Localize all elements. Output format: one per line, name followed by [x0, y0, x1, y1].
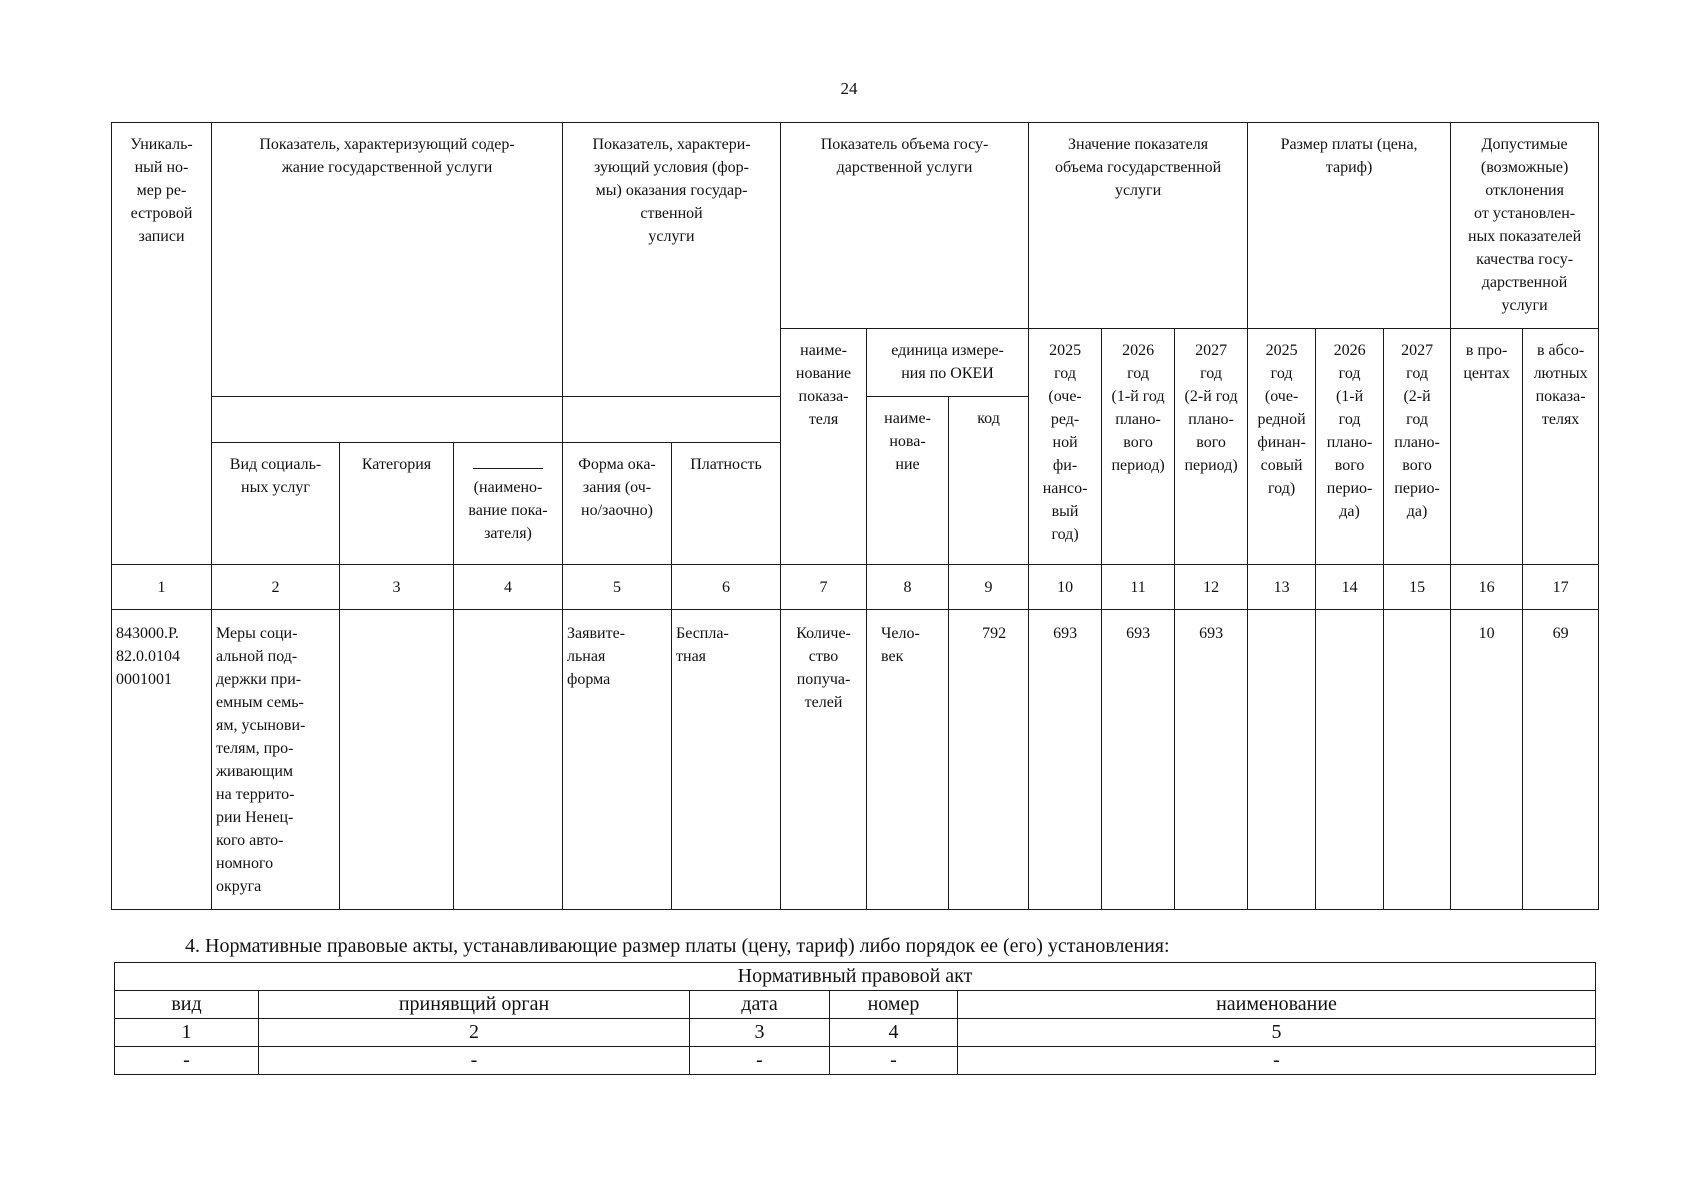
column-number-17: 17 [1523, 565, 1599, 610]
column-number-8: 8 [867, 565, 949, 610]
cell-fee-2025 [1248, 610, 1316, 910]
acts-col-value-1: - [115, 1047, 259, 1075]
cell-blank [454, 610, 563, 910]
cell-payment: Беспла- тная [672, 610, 781, 910]
acts-col-number-5: 5 [958, 1019, 1596, 1047]
cell-unit-name: Чело- век [867, 610, 949, 910]
column-number-7: 7 [781, 565, 867, 610]
column-number-10: 10 [1029, 565, 1102, 610]
acts-col-header-3: дата [690, 991, 830, 1019]
column-number-12: 12 [1175, 565, 1248, 610]
acts-col-number-4: 4 [830, 1019, 958, 1047]
header-service-type: Вид социаль- ных услуг [212, 443, 340, 565]
cell-category [340, 610, 454, 910]
header-indicator-name: наиме- нование показа- теля [781, 329, 867, 565]
cell-fee-2026 [1316, 610, 1384, 910]
acts-value-row [115, 1047, 1596, 1075]
header-okei-unit: единица измере- ния по ОКЕИ [867, 329, 1029, 397]
cell-deviation-absolute: 69 [1523, 610, 1599, 910]
page-number: 24 [840, 79, 858, 98]
acts-number-row [115, 1019, 1596, 1047]
header-okei-code: код [949, 397, 1029, 565]
column-numbers-row [112, 565, 1599, 610]
cell-volume-2025: 693 [1029, 610, 1102, 910]
column-number-9: 9 [949, 565, 1029, 610]
cell-form: Заявите- льная форма [563, 610, 672, 910]
header-conditions-indicator: Показатель, характери- зующий условия (фор- мы) оказания государ- ственной услуги [563, 123, 781, 397]
header-volume-2026: 2026 год (1-й год плано- вого период) [1102, 329, 1175, 565]
cell-indicator-name: Количе- ство попуча- телей [781, 610, 867, 910]
cell-deviation-percent: 10 [1451, 610, 1523, 910]
header-form: Форма ока- зания (оч- но/заочно) [563, 443, 672, 565]
section4-title: 4. Нормативные правовые акты, устанавливающие размер платы (цену, тариф) либо порядок ее (его) установления: [185, 935, 1170, 957]
header-fee-2027: 2027 год (2-й год плано- вого перио- да) [1384, 329, 1451, 565]
table-row [112, 610, 1599, 910]
header-conditions-spacer [563, 397, 781, 443]
acts-col-value-2: - [259, 1047, 690, 1075]
acts-col-number-1: 1 [115, 1019, 259, 1047]
blank-name-line [473, 456, 543, 469]
acts-col-number-2: 2 [259, 1019, 690, 1047]
regulatory-acts-table [114, 962, 1596, 1075]
cell-unique-number: 843000.Р. 82.0.0104 0001001 [112, 610, 212, 910]
acts-col-header-4: номер [830, 991, 958, 1019]
header-fee-2025: 2025 год (оче- редной финан- совый год) [1248, 329, 1316, 565]
header-deviation-percent: в про- центах [1451, 329, 1523, 565]
header-volume-indicator: Показатель объема госу- дарственной услуги [781, 123, 1029, 329]
column-number-1: 1 [112, 565, 212, 610]
cell-fee-2027 [1384, 610, 1451, 910]
acts-col-number-3: 3 [690, 1019, 830, 1047]
header-volume-2025: 2025 год (оче- ред- ной фи- нансо- вый год) [1029, 329, 1102, 565]
header-blank-name: (наимено- вание пока- зателя) [454, 443, 563, 565]
header-deviations: Допустимые (возможные) отклонения от установлен- ных показателей качества госу- дарственной услуги [1451, 123, 1599, 329]
acts-col-header-1: вид [115, 991, 259, 1019]
header-fee-2026: 2026 год (1-й год плано- вого перио- да) [1316, 329, 1384, 565]
column-number-4: 4 [454, 565, 563, 610]
cell-service-type: Меры соци- альной под- держки при- емным семь- ям, усынови- телям, про- живающим на террито- рии Ненец- кого авто- номного округа [212, 610, 340, 910]
header-deviation-absolute: в абсо- лютных показа- телях [1523, 329, 1599, 565]
service-volume-table [111, 122, 1599, 910]
cell-code: 792 [949, 610, 1029, 910]
acts-col-header-5: наименование [958, 991, 1596, 1019]
acts-table-title: Нормативный правовой акт [115, 963, 1596, 991]
header-volume-2027: 2027 год (2-й год плано- вого период) [1175, 329, 1248, 565]
column-number-14: 14 [1316, 565, 1384, 610]
header-payment: Платность [672, 443, 781, 565]
column-number-2: 2 [212, 565, 340, 610]
acts-col-value-4: - [830, 1047, 958, 1075]
header-volume-value: Значение показателя объема государственной услуги [1029, 123, 1248, 329]
column-number-3: 3 [340, 565, 454, 610]
header-content-indicator: Показатель, характеризующий содер- жание государственной услуги [212, 123, 563, 397]
acts-col-header-2: принявщий орган [259, 991, 690, 1019]
column-number-15: 15 [1384, 565, 1451, 610]
acts-col-value-5: - [958, 1047, 1596, 1075]
column-number-16: 16 [1451, 565, 1523, 610]
cell-volume-2027: 693 [1175, 610, 1248, 910]
header-content-spacer [212, 397, 563, 443]
header-category: Категория [340, 443, 454, 565]
column-number-13: 13 [1248, 565, 1316, 610]
acts-col-value-3: - [690, 1047, 830, 1075]
column-number-5: 5 [563, 565, 672, 610]
cell-volume-2026: 693 [1102, 610, 1175, 910]
column-number-11: 11 [1102, 565, 1175, 610]
header-unique-number: Уникаль- ный но- мер ре- естровой записи [112, 123, 212, 565]
header-fee: Размер платы (цена, тариф) [1248, 123, 1451, 329]
acts-header-row [115, 991, 1596, 1019]
header-okei-name: наиме- нова- ние [867, 397, 949, 565]
column-number-6: 6 [672, 565, 781, 610]
